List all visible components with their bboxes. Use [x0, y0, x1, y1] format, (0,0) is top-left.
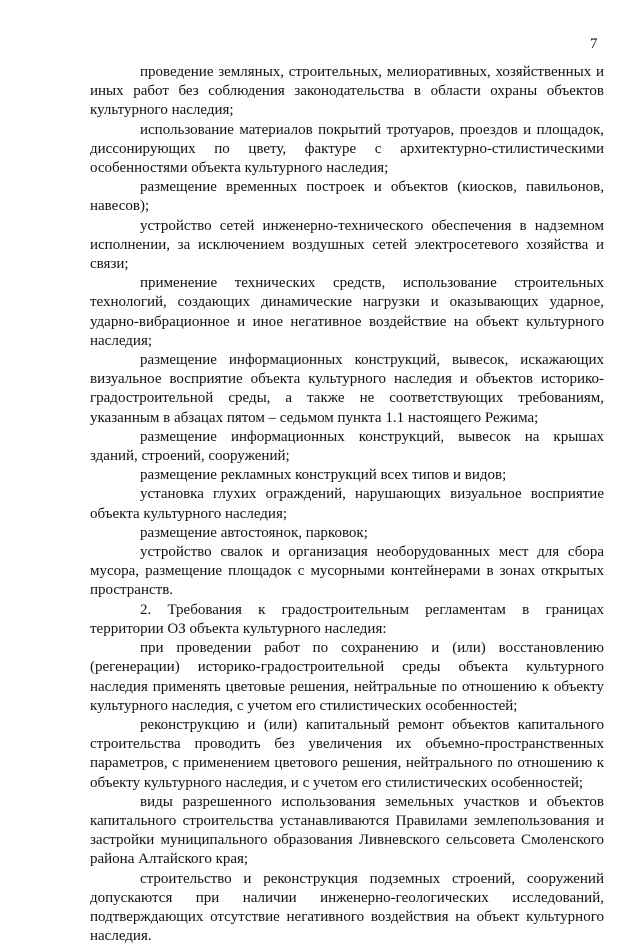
- paragraph: установка глухих ограждений, нарушающих визуальное восприятие объекта культурного наследия;: [90, 486, 604, 522]
- paragraph: размещение информационных конструкций, вывесок на крышах зданий, строений, сооружений;: [90, 428, 604, 465]
- paragraph: при проведении работ по сохранению и (или) восстановлению (регенерации) историко-градостроительной среды объекта культурного наследия применять цветовые решения, нейтральные по отношению к объекту культурного наследия, с учетом его стилистических особенностей;: [90, 640, 604, 714]
- paragraph: реконструкцию и (или) капитальный ремонт объектов капитального строительства проводить без увеличения их объемно-пространственных параметров, с применением цветового решения, нейтрального по отношению к объекту культурного наследия, и с учетом его стилистических особенностей;: [90, 716, 604, 791]
- paragraph: размещение автостоянок, парковок;: [140, 524, 368, 541]
- paragraph: устройство свалок и организация необорудованных мест для сбора мусора, размещение площадок с мусорными контейнерами в зонах открытых пространств.: [90, 544, 604, 599]
- paragraph: проведение земляных, строительных, мелиоративных, хозяйственных и иных работ без соблюдения законодательства в области охраны объектов культурного наследия;: [90, 64, 604, 119]
- document-body: [90, 63, 604, 946]
- page-number: 7: [590, 36, 598, 52]
- paragraph: применение технических средств, использование строительных технологий, создающих динамические нагрузки и оказывающих ударное, ударно-вибрационное и иное негативное воздействие на объект культурного наследия;: [90, 275, 604, 349]
- paragraph: виды разрешенного использования земельных участков и объектов капитального строительства устанавливаются Правилами землепользования и застройки муниципального образования Ливневского сельсовета Смоленского района Алтайского края;: [90, 793, 604, 868]
- section-heading: 2. Требования к градостроительным регламентам в границах территории ОЗ объекта культурного наследия:: [90, 601, 604, 637]
- paragraph: размещение информационных конструкций, вывесок, искажающих визуальное восприятие объекта культурного наследия и объектов историко-градостроительной среды, а также не соответствующих требованиям, указанным в абзацах пятом – седьмом пункта 1.1 настоящего Режима;: [90, 352, 604, 426]
- paragraph: строительство и реконструкция подземных строений, сооружений допускаются при наличии инженерно-геологических исследований, подтверждающих отсутствие негативного воздействия на объект культурного наследия.: [90, 870, 604, 945]
- paragraph: размещение рекламных конструкций всех типов и видов;: [140, 467, 507, 484]
- paragraph: устройство сетей инженерно-технического обеспечения в надземном исполнении, за исключением воздушных сетей электросетевого хозяйства и связи;: [90, 217, 604, 273]
- paragraph: использование материалов покрытий тротуаров, проездов и площадок, диссонирующих по цвету, фактуре с архитектурно-стилистическими особенностями объекта культурного наследия;: [90, 121, 604, 177]
- paragraph: размещение временных построек и объектов (киосков, павильонов, навесов);: [90, 179, 604, 215]
